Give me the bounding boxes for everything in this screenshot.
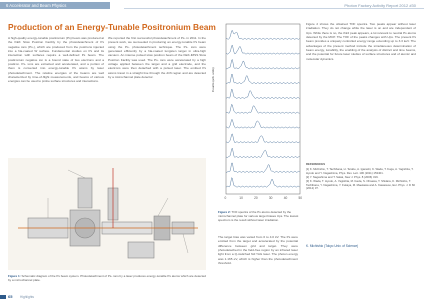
tof-series-line [226,134,300,143]
y-axis-label: Counts (arb. units) [211,67,215,92]
article-title: Production of an Energy-Tunable Positronium Beam [8,22,216,32]
tof-series-line [226,74,300,83]
tof-series-line [226,45,300,54]
reference-item: [1] K. Michishio, T. Tachibana, H. Terabe, A. Igarashi, K. Wada, T. Kuga, A. Yagishita, T. Hyodo and Y. Nagashima, Phys. Rev. Lett. 106 (2011) 153401. [306,166,414,175]
tof-series-line [226,120,300,129]
figure-2-caption-text: TOF spectra of the Ps atoms detected by the microchannel plate for various target biases Ups. The lowest spectrum is the result without laser irradiation. [218,210,299,222]
page-footer [0,293,424,300]
page-number: 65 [8,294,13,299]
reference-item: [3] K. Wada, T. Hyodo, A. Yagishita, M. Ikeda, S. Ohsawa, T. Shidara, K. Michishio, T. Tachibana, Y. Nagashima, Y. Fukaya, M. Maekawa and A. Kawasuso, Eur. Phys. J. D 66 (2012) 37. [306,178,415,191]
apparatus-schematic [8,158,206,270]
figure-2-caption-label: Figure 2: [218,210,231,214]
footer-marker [0,295,6,299]
body-column-3: Figure 2 shows the obtained TOF spectra. Two peaks appear without laser irradiation. They do not change while the laser is on and are independent of Ups. While there is no, the third peak appears, a lot relevant to neutral Ps atoms detected by the MCP. The TOF of the peaks changes with Ups. The present Ps beam provides a uniquely controlled energy range extending up to 3.3 keV. The advantages of the present method include the simultaneous determination of beam energy, tunability, the enabling of the analysis of distinct and time beams, and the potential for future laser studies of surface structures and of atomic and molecular dynamics. [306,22,416,61]
x-tick-label: 40 [283,196,288,200]
body-column-1: A high-quality energy-tunable positronium (Ps) beam was produced at the KEK Slow Positron Facility by the photodetachment of Ps negative ions (Ps-), which are produced from the positrons injected into a Na-coated W surface. Fundamental studies on Ps and its interaction with surfaces require a well-defined Ps beam. The positronium negative ion is a bound state of two electrons and a positron. Ps- ions are extracted and accelerated, and a portion of them is converted into energy-tunable Ps atoms by laser photodetachment. The relative energies of the beams are well characterized by time-of-flight measurements, and beams of various energies can be used to probe surface structures and interactions. [8,36,104,84]
references [306,163,416,191]
x-tick-label: 10 [239,196,243,200]
tof-series-line [226,30,300,39]
tof-series-line [226,60,300,69]
tof-spectra-plot [218,22,302,208]
references-heading: REFERENCES [306,162,326,166]
figure-2-caption [218,210,302,222]
x-tick-label: 0 [224,196,227,200]
tof-series-line [226,148,300,157]
tof-series-line [226,104,300,113]
figure-2-chart [211,22,302,208]
tof-series-line [226,178,300,188]
x-tick-label: 50 [298,196,302,200]
section-band [0,2,110,9]
figure-1-diagram [8,158,206,270]
figure-1-caption [8,274,206,282]
figure-1-caption-label: Figure 1: [8,274,21,278]
section-label: 6 Accelerator and Beam Physics [6,3,67,8]
plot-frame [226,24,300,194]
header-rule [124,8,424,9]
tof-series-line [226,89,300,98]
x-tick-label: 30 [268,196,273,200]
tof-series-line [226,163,300,172]
x-tick-label: 20 [254,196,258,200]
body-column-2: We reported the first successful photodetachment of Ps- in 2011. In the present work, we succeeded in producing an energy-tunable Ps beam using the Ps- photodetachment technique. The Ps- ions were generated efficiently by a Na-coated tungsten target in ultra-high vacuum. An intense pulsed slow positron beam of the KEK-IMSS Slow Positron Facility was used. The Ps- ions were accelerated by a high voltage applied between the target and a grid electrode, and the electrons were then detached with a pulsed laser. The emitted Ps atoms travel in a straight line through the drift region and are detected by a microchannel plate detector. [108,36,206,80]
reference-item: [2] Y. Nagashima and T. Sakai, New J. Phys. 8 (2006) 319. [306,174,379,179]
author-credit: K. Michishio (Tokyo Univ. of Science) [306,244,359,248]
page-section: Highlights [20,294,34,299]
body-column-2-continued: The target bias was varied from 0 to 4.0 kV. The Ps were emitted from the target and accelerated by the potential difference between grid and target. They were photodetached in the field-free region by an infrared laser light from a Q-switched Nd:YAG laser. The photon energy was 1.165 eV, which is higher than the photodetachment threshold. [218,235,298,266]
page-header [0,0,424,12]
report-title: Photon Factory Activity Report 2012 #30 [344,3,416,8]
figure-1-caption-text: Schematic diagram of the Ps beam system. Photodetachment of Ps- ions by a laser produces energy-tunable Ps atoms which are detected by a microchannel plate. [8,274,206,282]
